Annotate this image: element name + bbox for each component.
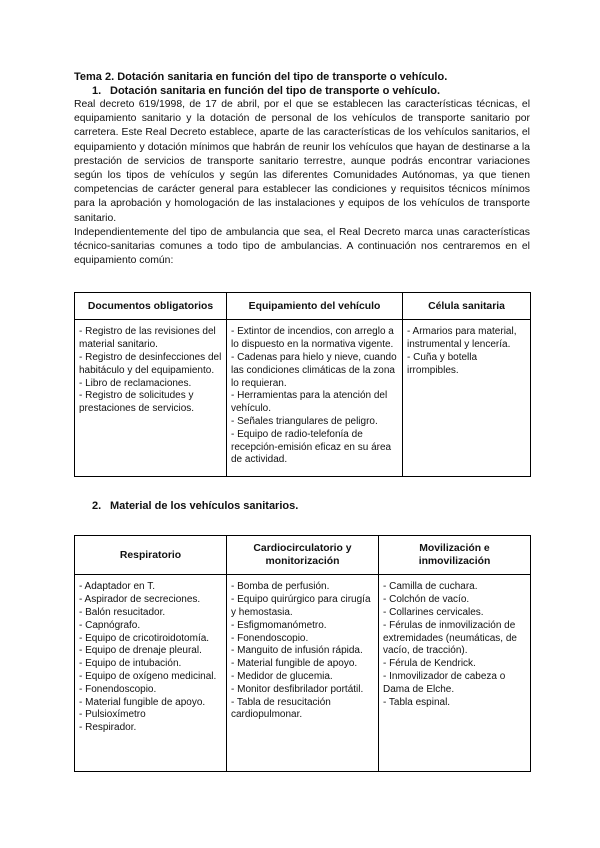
list-item: - Fonendoscopio. [231,632,309,644]
list-item: - Cadenas para hielo y nieve, cuando las condiciones climáticas de la zona lo requieran. [231,352,397,389]
list-item: - Medidor de glucemia. [231,671,333,683]
section-2-heading [92,499,530,513]
list-item: - Tabla de resucitación cardiopulmonar. [231,696,331,721]
list-item: - Cuña y botella irrompibles. [407,352,478,376]
list-item: - Respirador. [79,722,137,734]
material-table-cell [379,575,531,772]
list-item: - Registro de solicitudes y prestaciones de servicios. [79,390,195,415]
material-table-header: Respiratorio [75,536,227,575]
equipment-table-header: Célula sanitaria [403,293,531,320]
section-2-number: 2. [92,500,102,513]
list-item: - Fonendoscopio. [79,683,157,695]
material-table-header: Movilización e inmovilización [379,536,531,575]
list-item: - Férulas de inmovilización de extremidades (neumáticas, de vacío, de tracción). [383,619,517,657]
section-1-text: Dotación sanitaria en función del tipo de transporte o vehículo. [110,85,441,97]
list-item: - Libro de reclamaciones. [79,377,192,389]
list-item: - Equipo quirúrgico para cirugía y hemostasia. [231,594,371,619]
list-item: - Manguito de infusión rápida. [231,645,363,657]
equipment-table-cell [75,320,227,477]
list-item: - Monitor desfibrilador portátil. [231,683,364,695]
list-item: - Bomba de perfusión. [231,581,330,593]
material-table-row [75,575,531,772]
list-item: - Camilla de cuchara. [383,581,478,593]
list-item: - Material fungible de apoyo. [231,658,358,670]
material-table-cell [75,575,227,772]
list-item: - Herramientas para la atención del vehículo. [231,390,388,415]
list-item: - Señales triangulares de peligro. [231,416,378,428]
equipment-table-header: Documentos obligatorios [75,293,227,320]
paragraph-2: Independientemente del tipo de ambulancia que sea, el Real Decreto marca unas características técnico-sanitarias comunes a todo tipo de ambulancias. A continuación nos centraremos en el equipamiento común: [74,226,530,267]
list-item: - Collarines cervicales. [383,607,484,619]
list-item: - Material fungible de apoyo. [79,696,206,708]
list-item: - Equipo de drenaje pleural. [79,645,202,657]
document-page [74,70,530,772]
equipment-table-cell [227,320,403,477]
equipment-table-header: Equipamiento del vehículo [227,293,403,320]
list-item: - Equipo de intubación. [79,658,182,670]
document-title: Tema 2. Dotación sanitaria en función del tipo de transporte o vehículo. [74,71,448,83]
list-item: - Balón resucitador. [79,607,166,619]
list-item: - Extintor de incendios, con arreglo a lo dispuesto en la normativa vigente. [231,326,394,351]
material-table [74,535,531,772]
list-item: - Colchón de vacío. [383,594,470,606]
list-item: - Armarios para material, instrumental y lencería. [407,326,517,351]
section-2-text: Material de los vehículos sanitarios. [110,500,299,513]
equipment-table-row [75,320,531,477]
equipment-table-cell [403,320,531,477]
list-item: - Equipo de radio-telefonía de recepción-emisión eficaz en su área de actividad. [231,428,392,466]
list-item: - Registro de las revisiones del material sanitario. [79,326,216,351]
list-item: - Registro de desinfecciones del habitáculo y del equipamiento. [79,352,222,376]
list-item: - Tabla espinal. [383,696,451,708]
list-item: - Adaptador en T. [79,581,155,593]
list-item: - Pulsioxímetro [79,709,146,721]
section-1-number: 1. [92,85,102,97]
equipment-table-header-row [75,293,531,320]
list-item: - Equipo de cricotiroidotomía. [79,632,210,644]
material-table-header: Cardiocirculatorio y monitorización [227,536,379,575]
list-item: - Inmovilizador de cabeza o Dama de Elche. [383,671,506,695]
list-item: - Capnógrafo. [79,619,141,631]
list-item: - Equipo de oxígeno medicinal. [79,671,217,683]
material-table-header-row [75,536,531,575]
material-table-cell [227,575,379,772]
section-1-heading [92,84,530,98]
list-item: - Esfigmomanómetro. [231,619,327,631]
list-item: - Aspirador de secreciones. [79,594,201,606]
list-item: - Férula de Kendrick. [383,658,476,670]
equipment-table [74,292,531,477]
paragraph-1: Real decreto 619/1998, de 17 de abril, por el que se establecen las características técnicas, el equipamiento sanitario y la dotación de personal de los vehículos de transporte sanitario por carretera. Este Real Decreto establece, aparte de las características de los vehículos sanitarios, el equipamiento y dotación mínimos que habrán de reunir los vehículos que hayan de destinarse a la prestación de servicios de transporte sanitario terrestre, aunque podrás encontrar variaciones según los tipos de vehículos y según las diferentes Comunidades Autónomas, ya que tienen competencias de carácter general para establecer las condiciones y requisitos técnicos mínimos para la aprobación y homologación de las instalaciones y equipos de los vehículos de transporte sanitario. [74,99,530,224]
